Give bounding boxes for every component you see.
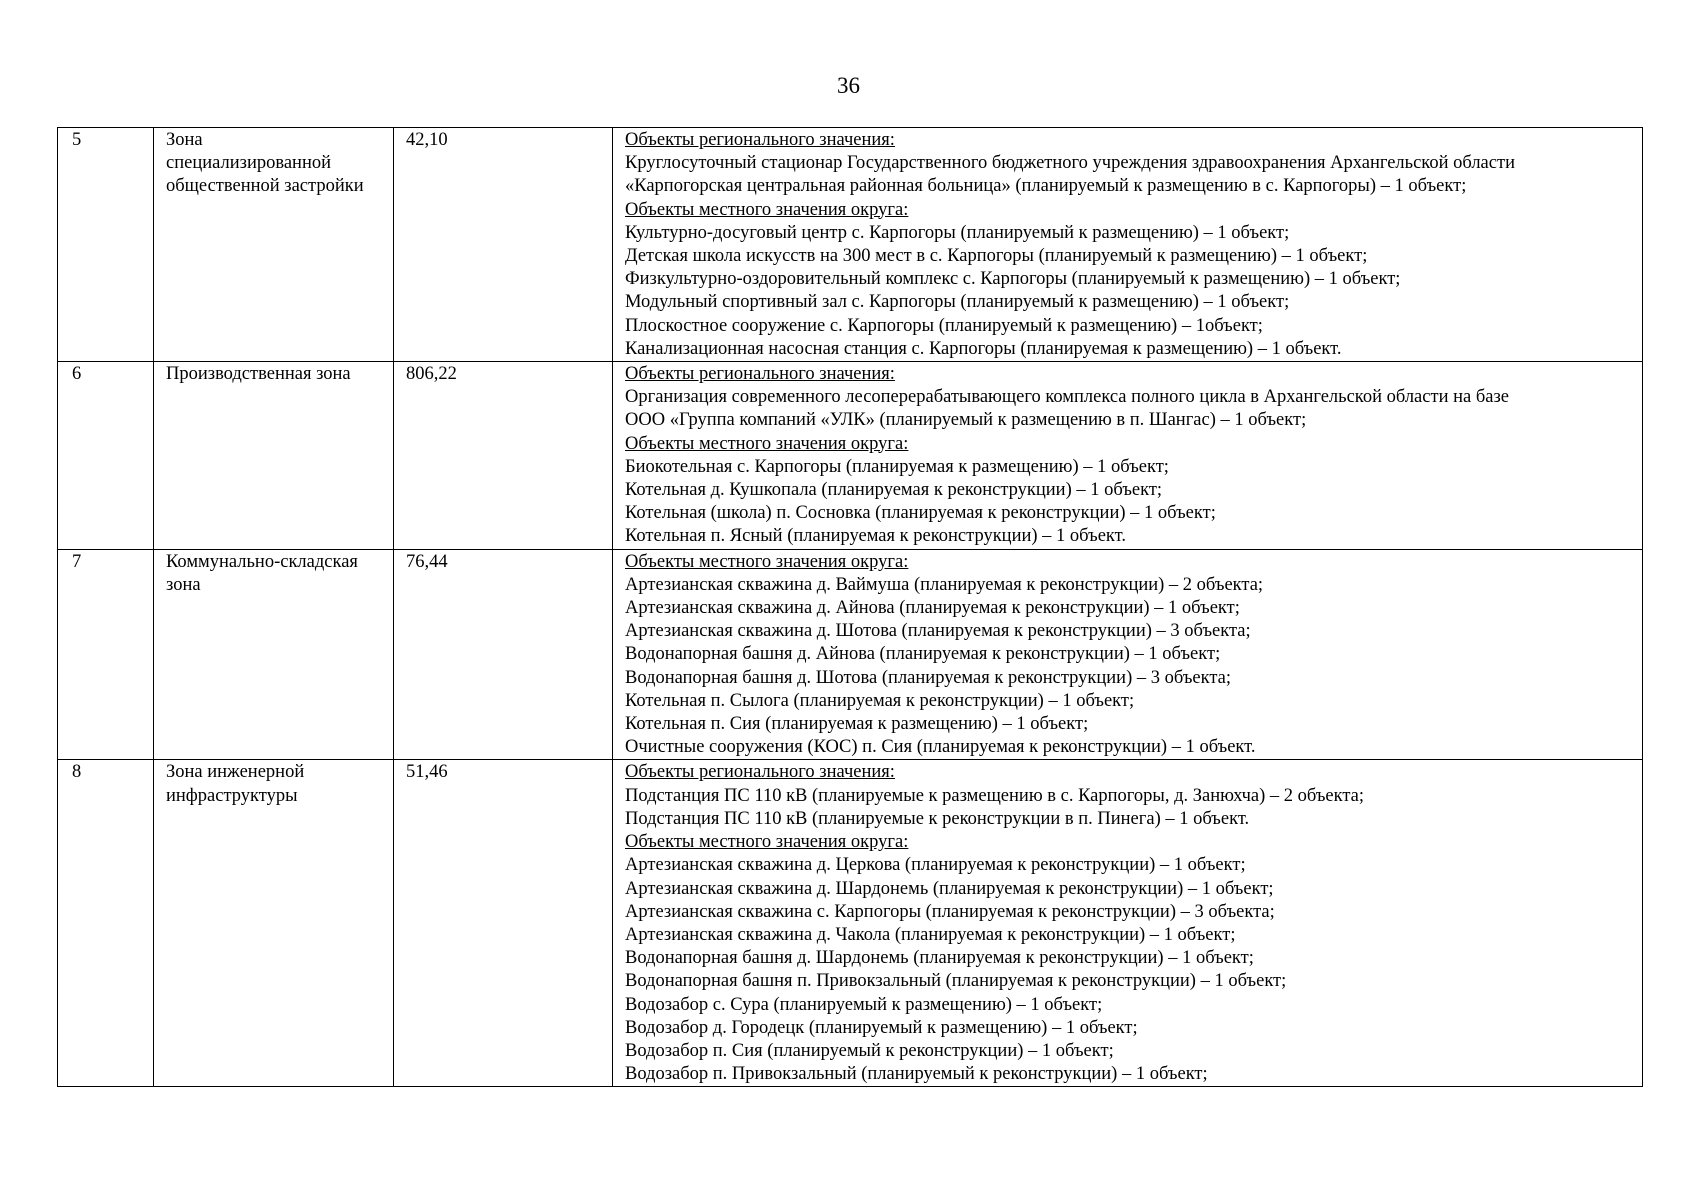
object-item: Артезианская скважина д. Шардонемь (планируемая к реконструкции) – 1 объект;: [625, 878, 1274, 899]
objects-category-heading: Объекты местного значения округа:: [625, 551, 909, 572]
object-item: Артезианская скважина д. Чакола (планируемая к реконструкции) – 1 объект;: [625, 924, 1236, 945]
objects-cell: [613, 128, 1643, 362]
object-item: Водонапорная башня д. Айнова (планируемая к реконструкции) – 1 объект;: [625, 644, 1221, 665]
zone-name-line: Коммунально-складская: [166, 551, 358, 572]
zones-table-body: [58, 128, 1643, 1087]
object-item: Артезианская скважина с. Карпогоры (планируемая к реконструкции) – 3 объекта;: [625, 901, 1275, 922]
zone-area: 806,22: [394, 362, 613, 550]
row-number: 6: [58, 362, 154, 550]
zone-name-cell: [154, 760, 394, 1087]
object-item: Артезианская скважина д. Шотова (планируемая к реконструкции) – 3 объекта;: [625, 621, 1251, 642]
object-item: Очистные сооружения (КОС) п. Сия (планируемая к реконструкции) – 1 объект.: [625, 737, 1256, 758]
objects-cell: [613, 760, 1643, 1087]
row-number: 5: [58, 128, 154, 362]
object-item: «Карпогорская центральная районная больница» (планируемый к размещению в с. Карпогоры) – 1 объект;: [625, 176, 1467, 197]
objects-cell: [613, 362, 1643, 550]
table-row: [58, 760, 1643, 1087]
object-item: Подстанция ПС 110 кВ (планируемые к размещению в с. Карпогоры, д. Занюхча) – 2 объекта;: [625, 785, 1365, 806]
table-row: [58, 128, 1643, 362]
object-item: Канализационная насосная станция с. Карпогоры (планируемая к размещению) – 1 объект.: [625, 338, 1342, 359]
object-item: Организация современного лесоперерабатывающего комплекса полного цикла в Архангельской области на базе: [625, 387, 1509, 408]
row-number: 8: [58, 760, 154, 1087]
object-item: Подстанция ПС 110 кВ (планируемые к реконструкции в п. Пинега) – 1 объект.: [625, 808, 1250, 829]
object-item: Модульный спортивный зал с. Карпогоры (планируемый к размещению) – 1 объект;: [625, 292, 1290, 313]
objects-category-heading: Объекты регионального значения:: [625, 364, 895, 385]
zone-area: 76,44: [394, 549, 613, 760]
page-number: 36: [837, 73, 860, 98]
zone-name-line: Производственная зона: [166, 364, 351, 385]
object-item: Круглосуточный стационар Государственного бюджетного учреждения здравоохранения Архангельской области: [625, 153, 1515, 174]
zone-area: 51,46: [394, 760, 613, 1087]
objects-category-heading: Объекты регионального значения:: [625, 130, 895, 150]
zone-name-line: Зона инженерной: [166, 762, 305, 783]
table-row: [58, 362, 1643, 550]
object-item: Артезианская скважина д. Ваймуша (планируемая к реконструкции) – 2 объекта;: [625, 574, 1264, 595]
table-row: [58, 549, 1643, 760]
object-item: Детская школа искусств на 300 мест в с. Карпогоры (планируемый к размещению) – 1 объект;: [625, 246, 1368, 267]
object-item: Водозабор с. Сура (планируемый к размещению) – 1 объект;: [625, 994, 1103, 1015]
zones-table: [57, 127, 1643, 1087]
object-item: Котельная п. Сия (планируемая к размещению) – 1 объект;: [625, 714, 1089, 735]
zone-name-cell: [154, 362, 394, 550]
object-item: Котельная п. Ясный (планируемая к реконструкции) – 1 объект.: [625, 526, 1126, 547]
objects-category-heading: Объекты местного значения округа:: [625, 832, 909, 853]
object-item: Артезианская скважина д. Церкова (планируемая к реконструкции) – 1 объект;: [625, 855, 1246, 876]
object-item: Водонапорная башня д. Шотова (планируемая к реконструкции) – 3 объекта;: [625, 667, 1232, 688]
object-item: Водозабор п. Привокзальный (планируемый к реконструкции) – 1 объект;: [625, 1064, 1208, 1085]
objects-category-heading: Объекты местного значения округа:: [625, 199, 909, 220]
object-item: Котельная (школа) п. Сосновка (планируемая к реконструкции) – 1 объект;: [625, 503, 1216, 524]
zone-name-line: зона: [166, 574, 201, 595]
object-item: Котельная п. Сылога (планируемая к реконструкции) – 1 объект;: [625, 690, 1135, 711]
zone-name-line: специализированной: [166, 153, 331, 174]
object-item: Артезианская скважина д. Айнова (планируемая к реконструкции) – 1 объект;: [625, 598, 1240, 619]
zone-name-line: Зона: [166, 130, 203, 150]
object-item: Водозабор п. Сия (планируемый к реконструкции) – 1 объект;: [625, 1040, 1114, 1061]
zone-name-cell: [154, 549, 394, 760]
zone-name-cell: [154, 128, 394, 362]
object-item: Водонапорная башня д. Шардонемь (планируемая к реконструкции) – 1 объект;: [625, 948, 1254, 969]
object-item: ООО «Группа компаний «УЛК» (планируемый к размещению в п. Шангас) – 1 объект;: [625, 410, 1307, 431]
object-item: Биокотельная с. Карпогоры (планируемая к размещению) – 1 объект;: [625, 456, 1169, 477]
objects-category-heading: Объекты местного значения округа:: [625, 433, 909, 454]
zone-name-line: инфраструктуры: [166, 785, 298, 806]
zone-area: 42,10: [394, 128, 613, 362]
object-item: Плоскостное сооружение с. Карпогоры (планируемый к размещению) – 1объект;: [625, 315, 1263, 336]
object-item: Котельная д. Кушкопала (планируемая к реконструкции) – 1 объект;: [625, 480, 1163, 501]
object-item: Физкультурно-оздоровительный комплекс с. Карпогоры (планируемый к размещению) – 1 объект;: [625, 269, 1401, 290]
row-number: 7: [58, 549, 154, 760]
objects-category-heading: Объекты регионального значения:: [625, 762, 895, 783]
object-item: Водонапорная башня п. Привокзальный (планируемая к реконструкции) – 1 объект;: [625, 971, 1287, 992]
object-item: Водозабор д. Городецк (планируемый к размещению) – 1 объект;: [625, 1017, 1138, 1038]
objects-cell: [613, 549, 1643, 760]
zone-name-line: общественной застройки: [166, 176, 364, 197]
object-item: Культурно-досуговый центр с. Карпогоры (планируемый к размещению) – 1 объект;: [625, 222, 1290, 243]
